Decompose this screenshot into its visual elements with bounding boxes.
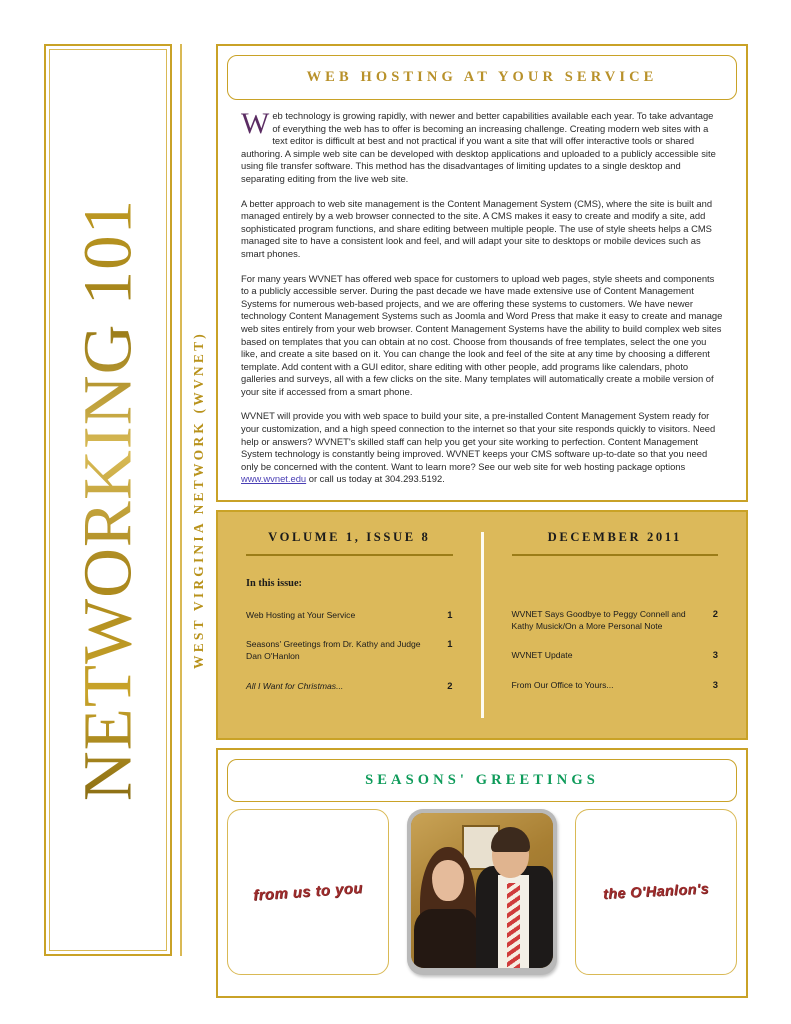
issue-heading-rule-left [246, 554, 453, 556]
issue-summary-panel [216, 510, 748, 740]
article-paragraph-4 [241, 410, 723, 486]
toc-entry-label: Web Hosting at Your Service [246, 609, 356, 620]
photo-person-right-tie [507, 883, 520, 968]
toc-entry-page: 1 [447, 638, 453, 650]
article-body [227, 100, 737, 486]
toc-entry-label: WVNET Says Goodbye to Peggy Connell and Kathy Musick/On a More Personal Note [511, 608, 686, 632]
issue-heading-rule-right [512, 554, 719, 556]
wvnet-website-link[interactable]: www.wvnet.edu [241, 473, 307, 485]
greetings-panel [216, 748, 748, 998]
toc-entry[interactable] [512, 679, 719, 691]
article-paragraph-3: For many years WVNET has offered web space for customers to upload web pages, style sheets and components to a publicly accessible server. During the past decade we have made extensive use of Content Management Systems for numerous web-based projects, and we are offering these systems to customers. We have newer technology Content Management Systems such as Joomla and Word Press that make it easy to create and manage web sites entirely from your web browser. Content Management Systems have the ability to build complex web sites based on templates that you can obtain at no cost. Choose from thousands of free templates, select the one you like, and create a site based on it. You can change the look and feel of the site at any time by choosing a different template. Add content with a GUI editor, share editing with other people, add programs like calendars, photo galleries and surveys, all with a few clicks on the site. Many templates will automatically create a mobile version of your site if accessed from a smart phone. [241, 272, 723, 397]
toc-entry-page: 2 [447, 679, 453, 691]
issue-column-left [238, 530, 481, 724]
issue-right-spacer [512, 578, 719, 608]
toc-entry[interactable] [246, 609, 453, 621]
masthead-panel [44, 44, 172, 956]
greeting-photo [411, 813, 553, 968]
masthead-vertical-divider [180, 44, 182, 956]
greeting-card-right [575, 809, 737, 975]
toc-entry[interactable] [512, 649, 719, 661]
issue-column-right [484, 530, 727, 724]
article-panel [216, 44, 748, 502]
photo-person-left-body [414, 909, 478, 968]
newsletter-title: NETWORKING 101 [69, 198, 146, 802]
toc-entry-page: 3 [712, 649, 718, 661]
photo-frame [407, 809, 557, 975]
article-paragraph-1-text: eb technology is growing rapidly, with newer and better capabilities available each year. To take advantage of everything the web has to offer is becoming an increasing challenge. Creating modern web sites with a text editor is difficult at best and not practical if you want a site that will offer interactive tools or shared authoring. A simple web site can be developed with desktop applications and uploaded to a publicly accessible site using file transfer software. This method has the disadvantages of limiting updates to a single desktop and separating editing from the live web site. [241, 110, 716, 184]
greetings-title-plate [227, 759, 737, 802]
toc-entry-label: From Our Office to Yours... [511, 679, 614, 690]
toc-entry-label: Seasons' Greetings from Dr. Kathy and Judge Dan O'Hanlon [246, 639, 421, 662]
content-column [216, 44, 748, 998]
volume-issue-label: VOLUME 1, ISSUE 8 [268, 530, 431, 545]
toc-entry[interactable] [246, 638, 453, 663]
toc-entry[interactable] [512, 608, 719, 633]
article-paragraph-1 [241, 107, 723, 186]
article-paragraph-4-pre: WVNET will provide you with web space to build your site, a pre-installed Content Management System ready for your customization, and a high speed connection to the internet so that your site responds quickly to visitors. Need help or answers? WVNET's skilled staff can help you get your site working to perfection. Content Management System technology is constantly being improved. WVNET keeps your CMS software up-to-date so that you need only be concerned with the content. Want to learn more? See our web site for web hosting package options [241, 410, 716, 472]
dropcap-letter: W [241, 107, 270, 140]
article-title-plate [227, 55, 737, 100]
toc-entry[interactable] [246, 680, 453, 692]
masthead-subtitle [186, 44, 212, 956]
greetings-row [227, 809, 737, 981]
issue-date-label: DECEMBER 2011 [547, 530, 682, 545]
article-paragraph-2: A better approach to web site management is the Content Management System (CMS), where the site is built and managed entirely by a web browser connected to the site. A CMS makes it easy to create and modify a site, add sophisticated program functions, and share editing between multiple people. The use of style sheets helps a CMS managed site to have a consistent look and feel, and will adapt your site to desktops or mobile devices such as smart phones. [241, 197, 713, 259]
toc-entry-label: All I Want for Christmas... [246, 680, 344, 691]
masthead-subtitle-text: WEST VIRGINIA NETWORK (WVNET) [191, 331, 206, 669]
article-heading: WEB HOSTING AT YOUR SERVICE [306, 69, 658, 85]
greetings-heading: SEASONS' GREETINGS [365, 772, 599, 789]
toc-entry-label: WVNET Update [511, 650, 573, 661]
photo-person-left-face [432, 860, 463, 902]
greeting-card-left-text: from us to you [252, 879, 364, 905]
article-paragraph-4-post: or call us today at 304.293.5192. [306, 473, 445, 485]
greeting-card-left [227, 809, 389, 975]
toc-entry-page: 2 [712, 607, 718, 619]
masthead-inner-border [49, 49, 167, 951]
toc-entry-page: 1 [447, 608, 453, 620]
toc-entry-page: 3 [712, 678, 718, 690]
in-this-issue-label: In this issue: [246, 577, 303, 589]
greeting-card-right-text: the O'Hanlon's [602, 881, 710, 903]
